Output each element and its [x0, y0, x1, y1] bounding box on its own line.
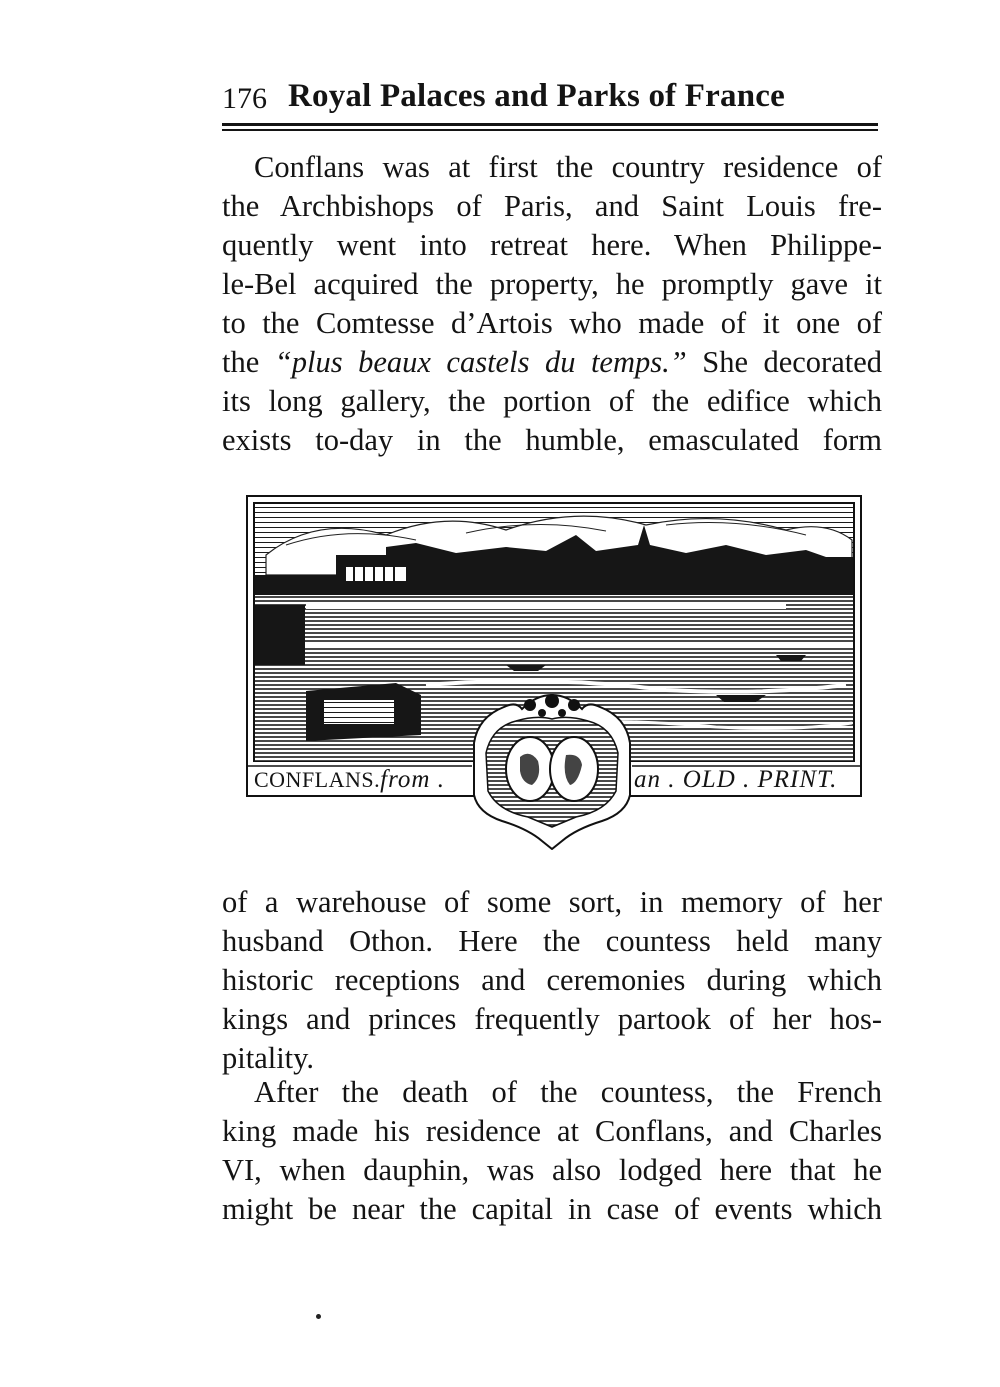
engraving-illustration — [246, 495, 862, 850]
text-line: to the Comtesse d’Artois who made of it one of — [222, 306, 882, 340]
text-line-with-italic — [222, 343, 882, 382]
caption-from: from . — [380, 766, 445, 793]
header-rule-thin — [222, 129, 878, 131]
text-line: the Archbishops of Paris, and Saint Louis fre- — [222, 189, 882, 223]
text-line: kings and princes frequently partook of her hos- — [222, 1002, 882, 1036]
text-line: husband Othon. Here the countess held many — [222, 924, 882, 958]
text-line: VI, when dauphin, was also lodged here that he — [222, 1153, 882, 1187]
running-title: Royal Palaces and Parks of France — [288, 78, 785, 114]
paragraph-1-continued — [222, 883, 882, 1078]
text-line: pitality. — [222, 1041, 315, 1075]
text-line: le-Bel acquired the property, he promptly gave it — [222, 267, 882, 301]
caption-place: CONFLANS. — [254, 767, 381, 792]
text-run: She decorated — [686, 345, 883, 379]
text-line: historic receptions and ceremonies during which — [222, 963, 882, 997]
ink-speck — [316, 1314, 321, 1319]
text-line: king made his residence at Conflans, and Charles — [222, 1114, 882, 1148]
text-line: Conflans was at first the country residence of — [254, 150, 882, 184]
italic-quote: “plus beaux castels du temps.” — [274, 345, 687, 379]
text-line: its long gallery, the portion of the edifice which — [222, 384, 882, 418]
text-line: of a warehouse of some sort, in memory of her — [222, 885, 882, 919]
text-line: quently went into retreat here. When Philippe- — [222, 228, 882, 262]
text-line: After the death of the countess, the French — [254, 1075, 882, 1109]
header-rule-thick — [222, 123, 878, 126]
paragraph-2 — [222, 1073, 882, 1229]
text-run: the — [222, 345, 275, 379]
engraving-figure — [246, 495, 862, 850]
paragraph-1 — [222, 148, 882, 460]
caption-right: an . OLD . PRINT. — [634, 766, 838, 793]
running-header — [222, 78, 878, 118]
text-line: exists to-day in the humble, emasculated form — [222, 423, 882, 457]
text-line: might be near the capital in case of events which — [222, 1192, 882, 1226]
caption-left — [254, 766, 445, 794]
page-number: 176 — [222, 82, 267, 115]
